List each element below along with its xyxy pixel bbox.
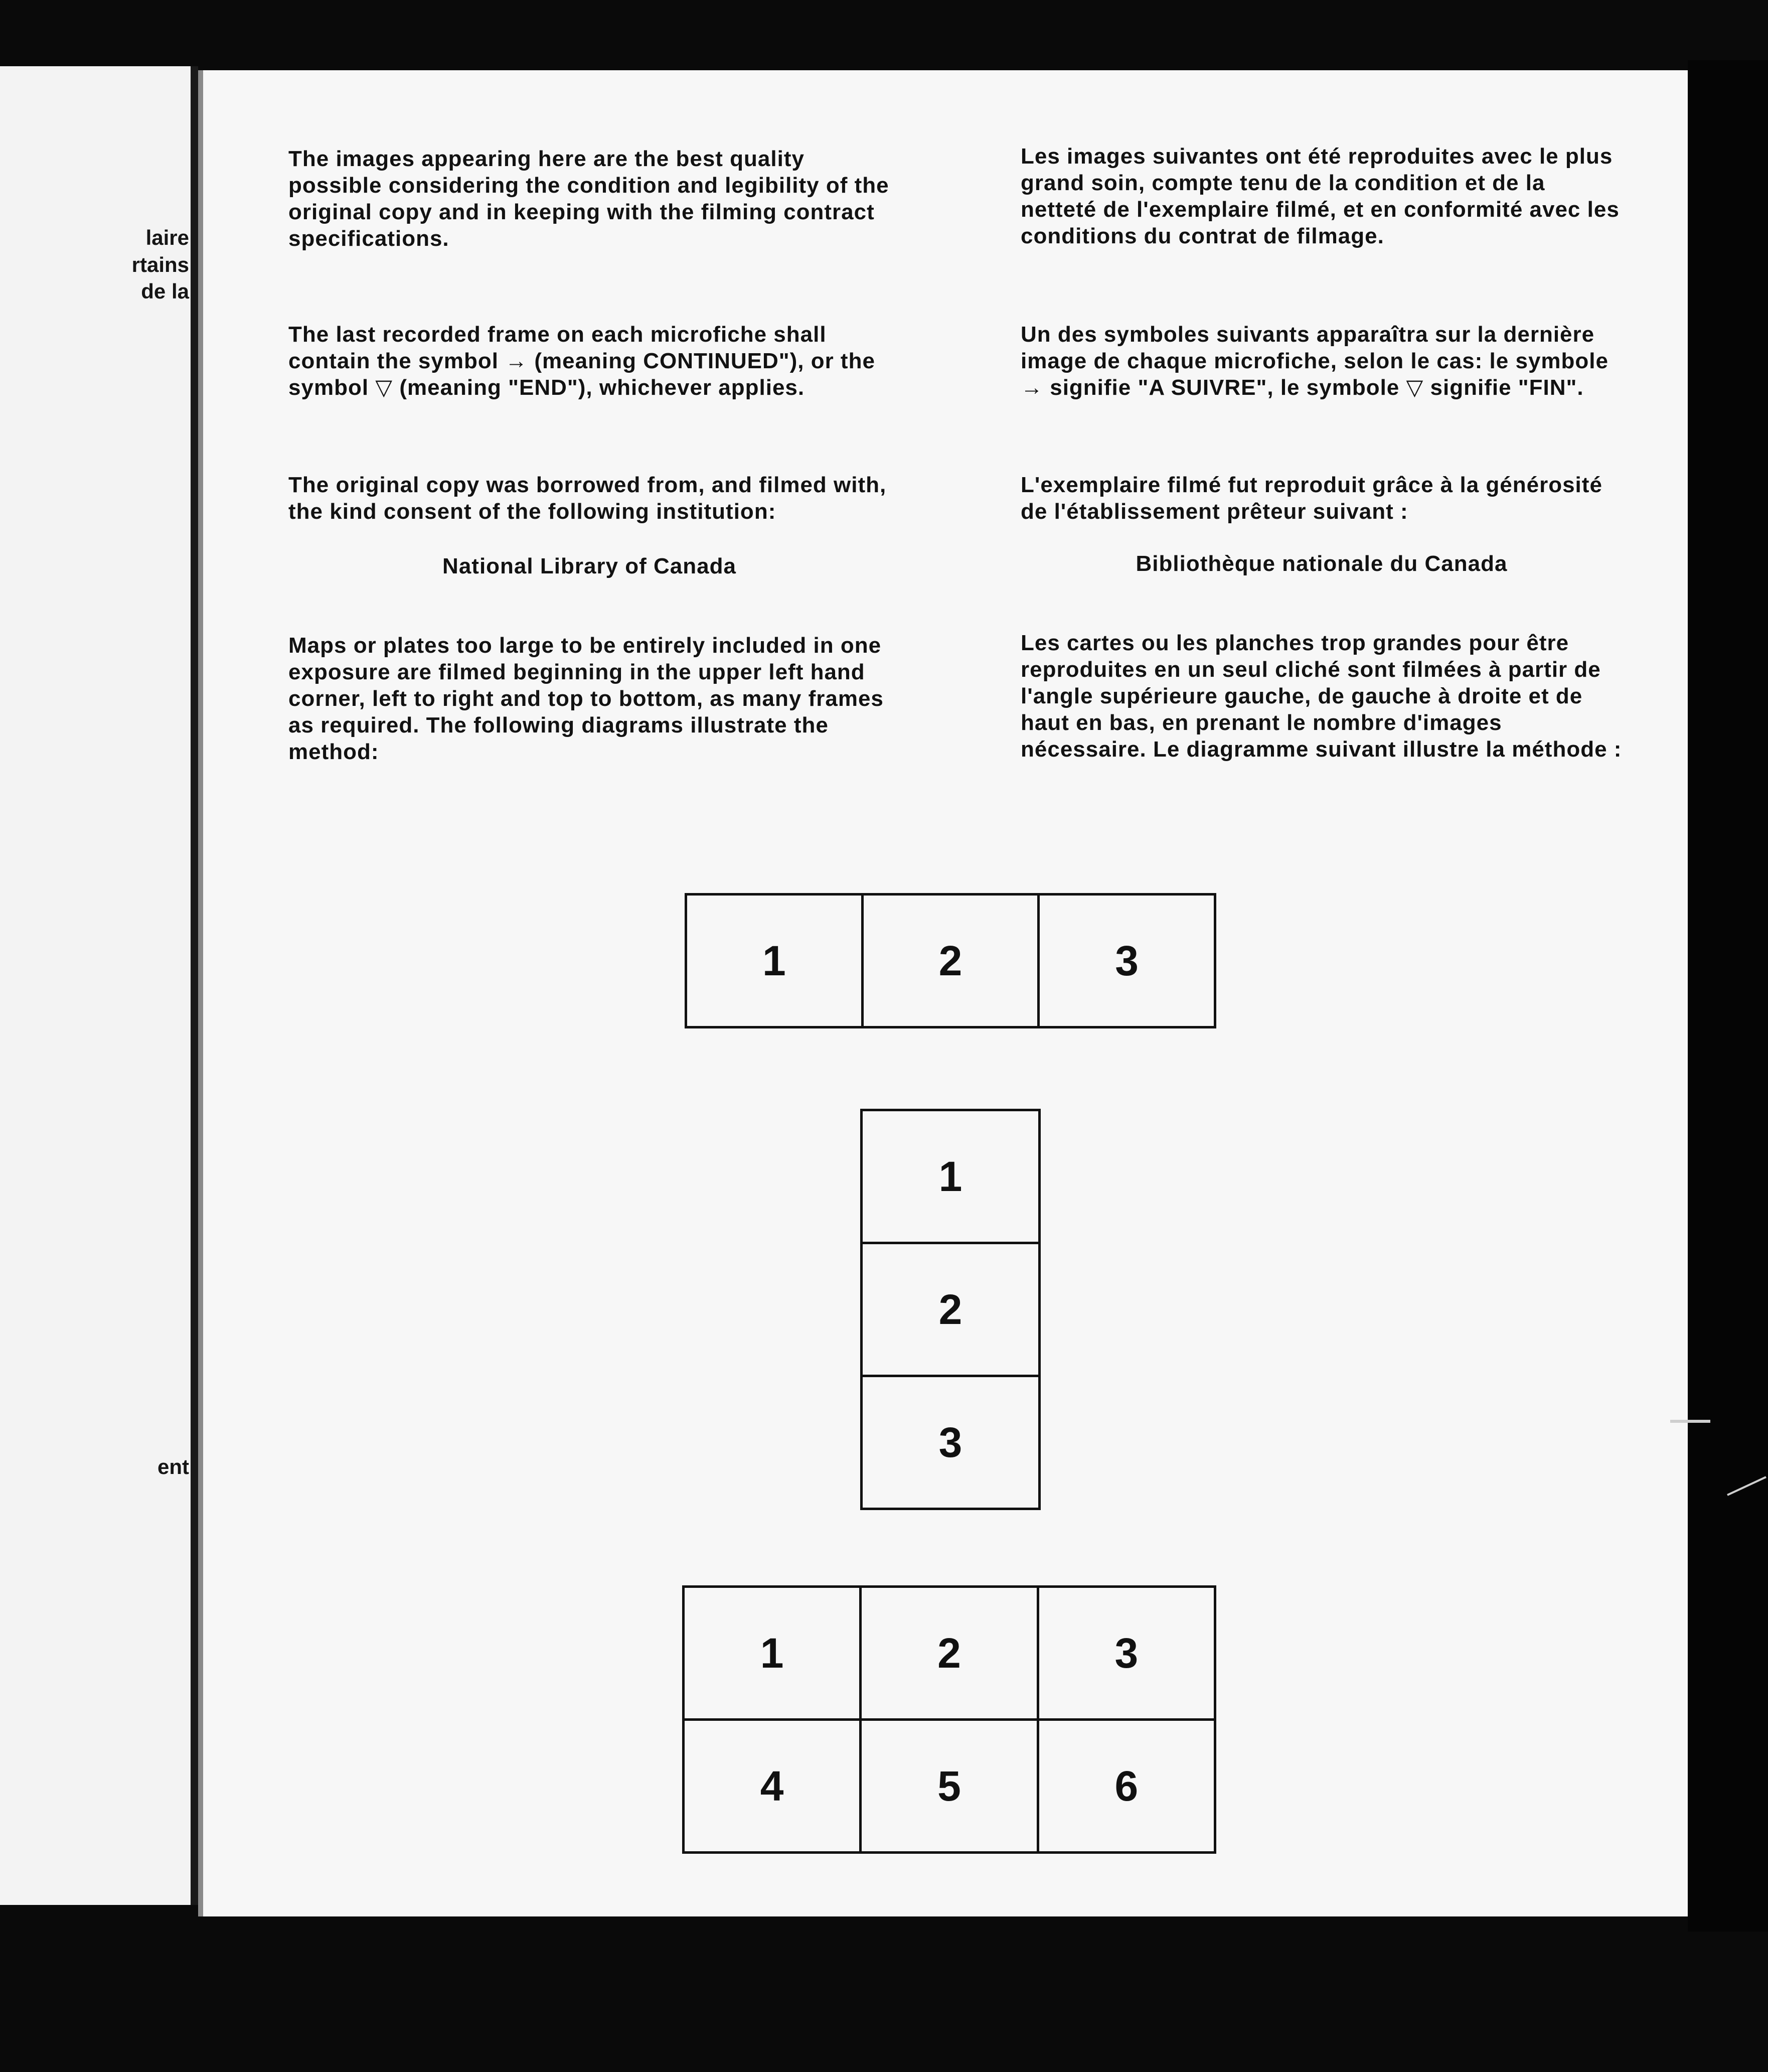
film-scratch <box>1670 1420 1710 1423</box>
french-institution: Bibliothèque nationale du Canada <box>1136 551 1508 576</box>
french-symbol-paragraph: Un des symboles suivants apparaîtra sur la dernière image de chaque microfiche, selon le cas: le symbole → signifie "A SUIVRE", le symbole ▽ signifie "FIN". <box>1021 322 1609 400</box>
diagram-cell: 1 <box>862 1110 1040 1243</box>
margin-fragment: laire <box>145 226 189 249</box>
diagram-cell: 1 <box>684 1587 861 1720</box>
diagram-cell: 2 <box>862 895 1039 1027</box>
diagram-cell: 2 <box>862 1243 1040 1376</box>
french-quality-paragraph: Les images suivantes ont été reproduites avec le plus grand soin, compte tenu de la condition et de la netteté de l'exemplaire filmé, et en conformité avec les conditions du contrat de filmage. <box>1021 144 1620 248</box>
diagram-cell: 3 <box>862 1376 1040 1509</box>
diagram-cell: 3 <box>1038 1587 1215 1720</box>
diagram-cell: 2 <box>861 1587 1038 1720</box>
english-symbol-paragraph: The last recorded frame on each microfiche shall contain the symbol → (meaning CONTINUED"), or the symbol ▽ (meaning "END"), whichever applies. <box>288 322 875 400</box>
english-quality-paragraph: The images appearing here are the best quality possible considering the condition and legibility of the original copy and in keeping with the filming contract specifications. <box>288 146 889 251</box>
margin-fragment: ent <box>157 1455 189 1478</box>
diagram-cell: 4 <box>684 1720 861 1853</box>
previous-page-strip <box>0 66 193 1905</box>
margin-fragment: de la <box>141 279 189 303</box>
diagram-cell: 6 <box>1038 1720 1215 1853</box>
microfiche-notice-page <box>198 70 1693 1916</box>
diagram-column <box>860 1109 1041 1510</box>
english-institution: National Library of Canada <box>442 554 736 578</box>
english-maps-paragraph: Maps or plates too large to be entirely included in one exposure are filmed beginning in the upper left hand corner, left to right and top to bottom, as many frames as required. The following diagrams illustrate the method: <box>288 633 884 764</box>
page-gutter <box>191 66 198 1905</box>
diagram-row <box>685 893 1216 1028</box>
diagram-cell: 3 <box>1039 895 1215 1027</box>
diagram-cell: 1 <box>686 895 863 1027</box>
diagram-grid <box>682 1585 1216 1854</box>
english-source-paragraph: The original copy was borrowed from, and filmed with, the kind consent of the following institution: <box>288 473 887 524</box>
french-maps-paragraph: Les cartes ou les planches trop grandes pour être reproduites en un seul cliché sont filmées à partir de l'angle supérieure gauche, de gauche à droite et de haut en bas, en prenant le nombre d'images nécessaire. Le diagramme suivant illustre la méthode : <box>1021 631 1622 762</box>
right-film-border <box>1688 60 1768 1932</box>
margin-fragment: rtains <box>131 253 189 276</box>
diagram-cell: 5 <box>861 1720 1038 1853</box>
french-source-paragraph: L'exemplaire filmé fut reproduit grâce à la générosité de l'établissement prêteur suivant : <box>1021 473 1602 524</box>
